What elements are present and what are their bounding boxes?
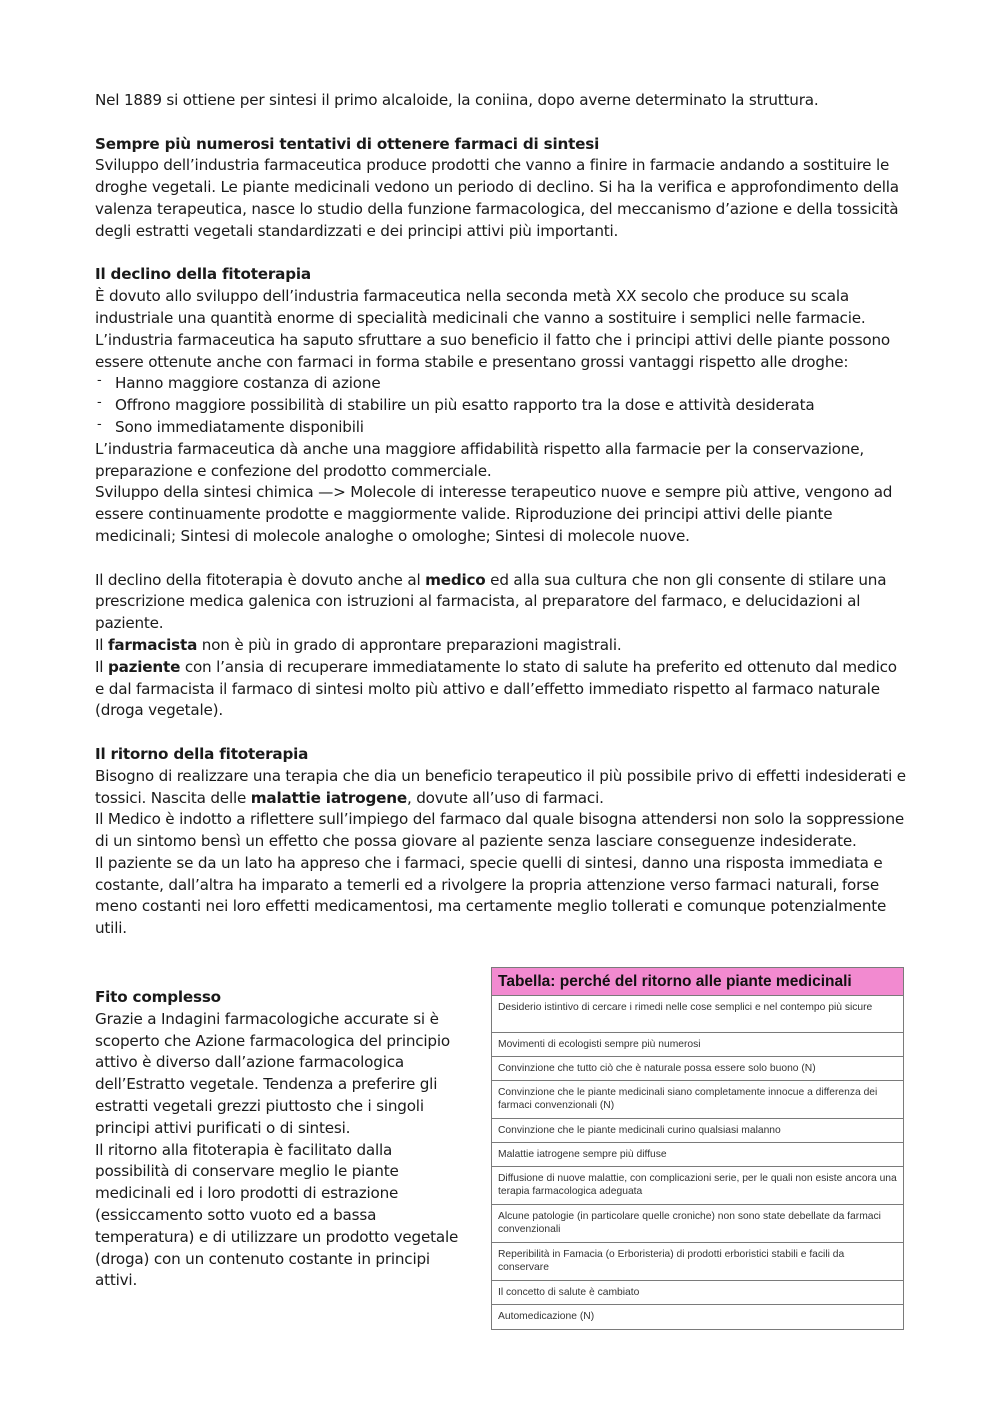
paragraph-ritorno-1: Bisogno di realizzare una terapia che dia un beneficio terapeutico il più possibile privo di effetti indesiderati e tossici. Nascita delle malattie iatrogene, dovute all’uso di farmaci. [95,766,906,807]
paragraph-medico: Il declino della fitoterapia è dovuto anche al medico ed alla sua cultura che non gli consente di stilare una prescrizione medica galenica con istruzioni al farmacista, al preparatore del farmaco, e delucidazioni al paziente. [95,570,887,633]
paragraph-farmacista: Il farmacista non è più in grado di approntare preparazioni magistrali. [95,635,622,654]
paragraph-ritorno-3: Il paziente se da un lato ha appreso che i farmaci, specie quelli di sintesi, danno una risposta immediata e costante, dall’altra ha imparato a temerli ed a rivolgere la propria attenzione verso farmaci naturali, forse meno costanti nei loro effetti medicamentosi, ma certamente meglio tollerati e comunque potenzialmente utili. [95,853,887,938]
table-row: Reperibilità in Famacia (o Erboristeria) di prodotti erboristici stabili e facili da conservare [492,1243,903,1281]
paragraph-paziente: Il paziente con l’ansia di recuperare immediatamente lo stato di salute ha preferito ed ottenuto dal medico e dal farmacista il farmaco di sintesi molto più attivo e dall’effetto immediato rispetto al farmaco naturale (droga vegetale). [95,657,897,720]
paragraph-declino-1: È dovuto allo sviluppo dell’industria farmaceutica nella seconda metà XX secolo che produce su scala industriale una quantità enorme di specialità medicinali che vanno a sostituire i semplici nelle farmacie. [95,287,866,327]
fito-complesso-column [95,987,467,1292]
paragraph-fito-1: Grazie a Indagini farmacologiche accurate si è scoperto che Azione farmacologica del principio attivo è diverso dall’azione farmacologica dell’Estratto vegetale. Tendenza a preferire gli estratti vegetali grezzi piuttosto che i singoli principi attivi purificati o di sintesi. [95,1009,450,1137]
table-row: Alcune patologie (in particolare quelle croniche) non sono state debellate da farmaci convenzionali [492,1205,903,1243]
list-item: - Offrono maggiore possibilità di stabilire un più esatto rapporto tra la dose e attività desiderata [95,395,910,417]
ritorno-table [491,967,904,1330]
intro-paragraph: Nel 1889 si ottiene per sintesi il primo alcaloide, la coniina, dopo averne determinato la struttura. [95,91,819,109]
list-item: - Hanno maggiore costanza di azione [95,373,910,395]
table-row: Malattie iatrogene sempre più diffuse [492,1143,903,1167]
heading-sintesi: Sempre più numerosi tentativi di ottenere farmaci di sintesi [95,134,600,153]
heading-declino: Il declino della fitoterapia [95,265,311,284]
bold-paziente: paziente [107,657,181,676]
table-row: Desiderio istintivo di cercare i rimedi nelle cose semplici e nel contempo più sicure [492,996,903,1033]
paragraph-declino-4: Sviluppo della sintesi chimica —> Molecole di interesse terapeutico nuove e sempre più attive, vengono ad essere continuamente prodotte e maggiormente valide. Riproduzione dei principi attivi delle piante medicinali; Sintesi di molecole analoghe o omologhe; Sintesi di molecole nuove. [95,483,893,545]
paragraph-fito-2: Il ritorno alla fitoterapia è facilitato dalla possibilità di conservare meglio le piante medicinali ed i loro prodotti di estrazione (essiccamento sotto vuoto ed a bassa temperatura) e di utilizzare un prodotto vegetale (droga) con un contenuto costante in principi attivi. [95,1140,459,1290]
table-row: Convinzione che le piante medicinali siano completamente innocue a differenza dei farmaci convenzionali (N) [492,1081,903,1119]
bold-malattie-iatrogene: malattie iatrogene [250,788,407,807]
list-item: - Sono immediatamente disponibili [95,417,910,439]
bold-farmacista: farmacista [107,635,198,654]
bold-medico: medico [425,570,486,589]
main-text-column [95,90,910,940]
table-row: Automedicazione (N) [498,1311,595,1322]
heading-fito-complesso: Fito complesso [95,988,221,1006]
table-row: Convinzione che le piante medicinali curino qualsiasi malanno [492,1119,903,1143]
table-row: Movimenti di ecologisti sempre più numerosi [492,1033,903,1057]
vantaggi-list [95,373,910,438]
paragraph-declino-3: L’industria farmaceutica dà anche una maggiore affidabilità rispetto alla farmacie per la conservazione, preparazione e confezione del prodotto commerciale. [95,439,865,480]
heading-ritorno: Il ritorno della fitoterapia [95,744,309,763]
paragraph-sintesi: Sviluppo dell’industria farmaceutica produce prodotti che vanno a finire in farmacie andando a sostituire le droghe vegetali. Le piante medicinali vedono un periodo di declino. Si ha la verifica e approfondimento della valenza terapeutica, nasce lo studio della funzione farmacologica, del meccanismo d’azione e della tossicità degli estratti vegetali standardizzati e dei principi attivi più importanti. [95,156,899,240]
paragraph-declino-2: L’industria farmaceutica ha saputo sfruttare a suo beneficio il fatto che i principi attivi delle piante possono essere ottenute anche con farmaci in forma stabile e presentano grossi vantaggi rispetto alle droghe: [95,330,891,371]
table-row: Diffusione di nuove malattie, con complicazioni serie, per le quali non esiste ancora una terapia farmacologica adeguata [492,1167,903,1205]
table-row: Convinzione che tutto ciò che è naturale possa essere solo buono (N) [492,1057,903,1081]
table-row: Il concetto di salute è cambiato [492,1281,903,1305]
table-title: Tabella: perché del ritorno alle piante medicinali [492,968,903,996]
paragraph-ritorno-2: Il Medico è indotto a riflettere sull’impiego del farmaco dal quale bisogna attendersi non solo la soppressione di un sintomo bensì un effetto che possa giovare al paziente senza lasciare conseguenze indesiderate. [95,810,905,851]
